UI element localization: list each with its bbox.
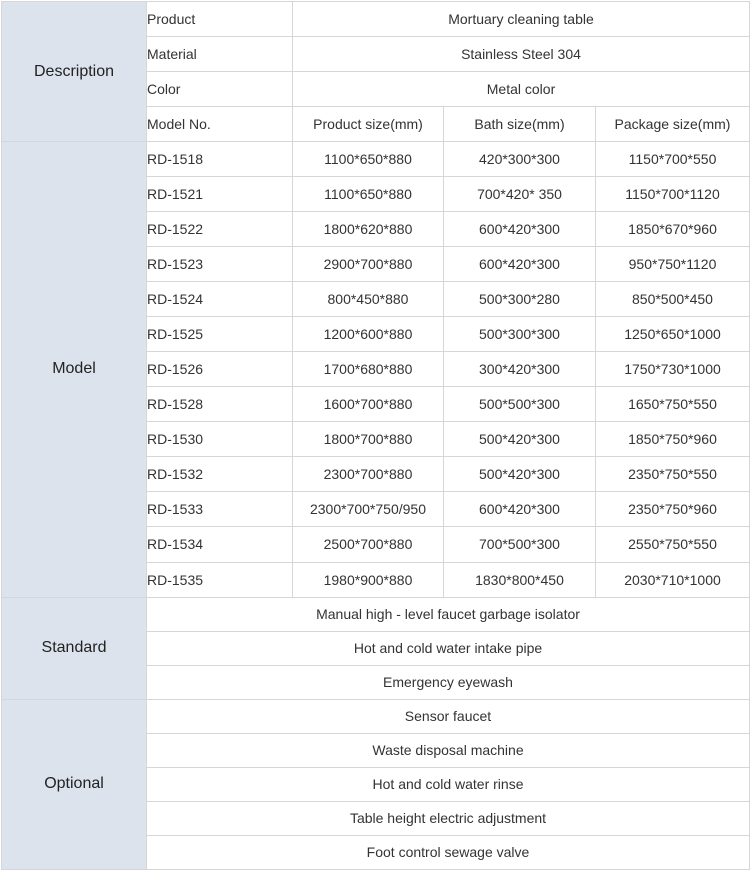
bath-size: 500*420*300	[444, 422, 596, 457]
model-number: RD-1530	[147, 422, 293, 457]
bath-size: 700*420* 350	[444, 177, 596, 212]
package-size: 2550*750*550	[596, 527, 750, 562]
package-size: 2350*750*960	[596, 492, 750, 527]
standard-row	[2, 597, 750, 631]
standard-item: Emergency eyewash	[147, 665, 750, 699]
section-model: Model	[2, 142, 147, 597]
optional-item: Waste disposal machine	[147, 733, 750, 767]
package-size: 1650*750*550	[596, 387, 750, 422]
model-number: RD-1518	[147, 142, 293, 177]
standard-item: Manual high - level faucet garbage isolator	[147, 597, 750, 631]
package-size: 2350*750*550	[596, 457, 750, 492]
model-number: RD-1526	[147, 352, 293, 387]
bath-size: 300*420*300	[444, 352, 596, 387]
section-description: Description	[2, 2, 147, 142]
product-size: 1800*620*880	[293, 212, 444, 247]
spec-table	[1, 1, 750, 870]
section-standard: Standard	[2, 597, 147, 699]
product-size: 800*450*880	[293, 282, 444, 317]
header-package-size: Package size(mm)	[596, 107, 750, 142]
bath-size: 500*300*300	[444, 317, 596, 352]
section-optional: Optional	[2, 699, 147, 869]
model-number: RD-1522	[147, 212, 293, 247]
package-size: 1750*730*1000	[596, 352, 750, 387]
product-size: 2500*700*880	[293, 527, 444, 562]
package-size: 1150*700*550	[596, 142, 750, 177]
model-row	[2, 142, 750, 177]
bath-size: 1830*800*450	[444, 562, 596, 597]
optional-item: Sensor faucet	[147, 699, 750, 733]
product-size: 2300*700*750/950	[293, 492, 444, 527]
product-label: Product	[147, 2, 293, 37]
model-number: RD-1533	[147, 492, 293, 527]
optional-item: Table height electric adjustment	[147, 801, 750, 835]
package-size: 2030*710*1000	[596, 562, 750, 597]
optional-item: Foot control sewage valve	[147, 835, 750, 869]
bath-size: 600*420*300	[444, 212, 596, 247]
product-size: 1700*680*880	[293, 352, 444, 387]
product-row	[2, 2, 750, 37]
color-label: Color	[147, 72, 293, 107]
bath-size: 700*500*300	[444, 527, 596, 562]
bath-size: 600*420*300	[444, 492, 596, 527]
product-size: 1980*900*880	[293, 562, 444, 597]
product-size: 1600*700*880	[293, 387, 444, 422]
product-size: 1100*650*880	[293, 177, 444, 212]
optional-item: Hot and cold water rinse	[147, 767, 750, 801]
header-product-size: Product size(mm)	[293, 107, 444, 142]
spec-table-body	[2, 2, 750, 870]
package-size: 850*500*450	[596, 282, 750, 317]
product-size: 2900*700*880	[293, 247, 444, 282]
bath-size: 420*300*300	[444, 142, 596, 177]
bath-size: 500*500*300	[444, 387, 596, 422]
product-size: 1100*650*880	[293, 142, 444, 177]
model-number: RD-1534	[147, 527, 293, 562]
package-size: 1850*750*960	[596, 422, 750, 457]
bath-size: 500*420*300	[444, 457, 596, 492]
package-size: 1250*650*1000	[596, 317, 750, 352]
model-number: RD-1521	[147, 177, 293, 212]
product-size: 1200*600*880	[293, 317, 444, 352]
product-value: Mortuary cleaning table	[293, 2, 750, 37]
standard-item: Hot and cold water intake pipe	[147, 631, 750, 665]
model-number: RD-1523	[147, 247, 293, 282]
package-size: 950*750*1120	[596, 247, 750, 282]
header-bath-size: Bath size(mm)	[444, 107, 596, 142]
model-number: RD-1528	[147, 387, 293, 422]
color-value: Metal color	[293, 72, 750, 107]
product-size: 2300*700*880	[293, 457, 444, 492]
bath-size: 500*300*280	[444, 282, 596, 317]
product-size: 1800*700*880	[293, 422, 444, 457]
optional-row	[2, 699, 750, 733]
model-number: RD-1532	[147, 457, 293, 492]
bath-size: 600*420*300	[444, 247, 596, 282]
package-size: 1850*670*960	[596, 212, 750, 247]
material-value: Stainless Steel 304	[293, 37, 750, 72]
material-label: Material	[147, 37, 293, 72]
model-number: RD-1535	[147, 562, 293, 597]
model-number: RD-1525	[147, 317, 293, 352]
header-model-no: Model No.	[147, 107, 293, 142]
model-number: RD-1524	[147, 282, 293, 317]
package-size: 1150*700*1120	[596, 177, 750, 212]
